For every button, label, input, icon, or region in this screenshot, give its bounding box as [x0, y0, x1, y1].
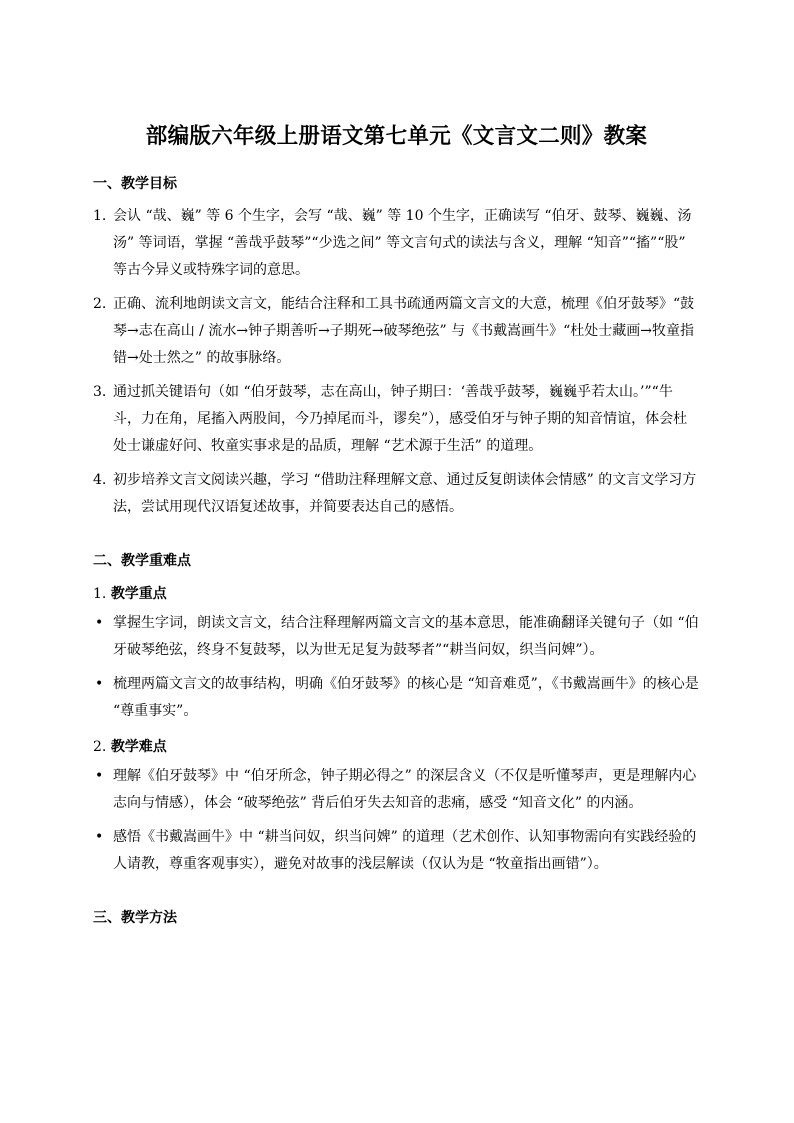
bullet-text: 理解《伯牙鼓琴》中 “伯牙所念，钟子期必得之” 的深层含义（不仅是听懂琴声，更是理解内心志向与情感），体会 “破琴绝弦” 背后伯牙失去知音的悲痛，感受 “知音文化” 的内涵。	[113, 768, 697, 811]
goal-number: 3.	[93, 384, 107, 400]
section-heading-methods: 三、教学方法	[93, 910, 177, 926]
goal-text: 通过抓关键语句（如 “伯牙鼓琴，志在高山，钟子期曰：‘善哉乎鼓琴，巍巍乎若太山。’”“牛斗，力在角，尾搐入两股间，今乃掉尾而斗，谬矣”），感受伯牙与钟子期的知音情谊，体会杜处士谦虚好问、牧童实事求是的品质，理解 “艺术源于生活” 的道理。	[113, 384, 688, 454]
focus-list	[93, 610, 700, 725]
section-heading-goals: 一、教学目标	[93, 176, 177, 192]
bullet-icon: •	[95, 615, 104, 631]
goal-number: 2.	[93, 296, 107, 312]
goal-item-4	[93, 467, 700, 521]
goal-text: 会认 “哉、巍” 等 6 个生字，会写 “哉、巍” 等 10 个生字，正确读写 “伯牙、鼓琴、巍巍、汤汤” 等词语，掌握 “善哉乎鼓琴”“少选之间” 等文言句式的读法与含义，理解 “知音”“搐”“股” 等古今异义或特殊字词的意思。	[113, 208, 692, 278]
difficulty-bullet-1	[93, 763, 700, 817]
goal-item-1	[93, 203, 700, 284]
section-heading-key-points: 二、教学重难点	[93, 553, 191, 569]
subheading-focus	[93, 583, 700, 605]
bullet-icon: •	[95, 829, 104, 845]
goal-item-3	[93, 379, 700, 460]
bullet-icon: •	[95, 676, 104, 692]
document-title: 部编版六年级上册语文第七单元《文言文二则》教案	[145, 124, 648, 149]
goal-number: 4.	[93, 472, 107, 488]
section-teaching-methods	[93, 907, 700, 929]
bullet-icon: •	[95, 768, 104, 784]
subheading-label: 教学重点	[110, 586, 167, 602]
bullet-text: 感悟《书戴嵩画牛》中 “耕当问奴，织当问婢” 的道理（艺术创作、认知事物需向有实践经验的人请教，尊重客观事实），避免对故事的浅层解读（仅认为是 “牧童指出画错”）。	[113, 829, 697, 872]
section-teaching-goals	[93, 173, 700, 521]
goal-text: 初步培养文言文阅读兴趣，学习 “借助注释理解文意、通过反复朗读体会情感” 的文言文学习方法，尝试用现代汉语复述故事，并简要表达自己的感悟。	[113, 472, 697, 515]
bullet-text: 掌握生字词，朗读文言文，结合注释理解两篇文言文的基本意思，能准确翻译关键句子（如 “伯牙破琴绝弦，终身不复鼓琴，以为世无足复为鼓琴者”“耕当问奴，织当问婢”）。	[113, 615, 699, 658]
subheading-difficulty	[93, 736, 700, 758]
subheading-number: 1.	[93, 586, 107, 602]
focus-bullet-1	[93, 610, 700, 664]
bullet-text: 梳理两篇文言文的故事结构，明确《伯牙鼓琴》的核心是 “知音难觅”，《书戴嵩画牛》的核心是 “尊重事实”。	[113, 676, 699, 719]
subheading-number: 2.	[93, 739, 107, 755]
difficulty-bullet-2	[93, 824, 700, 878]
focus-bullet-2	[93, 671, 700, 725]
subheading-label: 教学难点	[110, 739, 167, 755]
goal-text: 正确、流利地朗读文言文，能结合注释和工具书疏通两篇文言文的大意，梳理《伯牙鼓琴》“鼓琴→志在高山 / 流水→钟子期善听→子期死→破琴绝弦” 与《书戴嵩画牛》“杜处士藏画→牧童指错→处士然之” 的故事脉络。	[113, 296, 695, 366]
section-key-difficult-points	[93, 550, 700, 878]
goal-number: 1.	[93, 208, 107, 224]
goals-list	[93, 203, 700, 521]
difficulty-list	[93, 763, 700, 878]
goal-item-2	[93, 291, 700, 372]
